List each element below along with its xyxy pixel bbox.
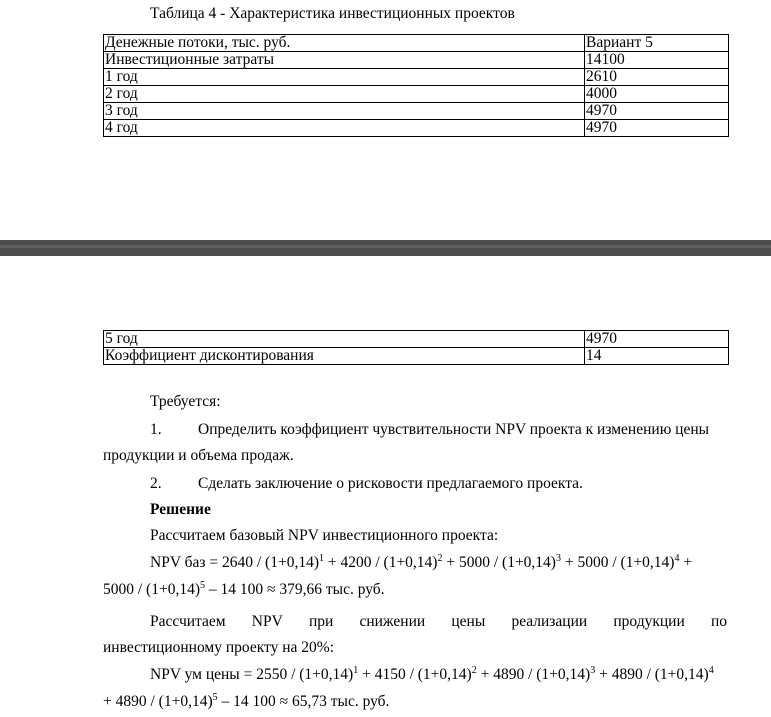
formula-text: + 4200 / (1+0,14) xyxy=(323,554,438,571)
formula-text: NPV ум цены = 2550 / (1+0,14) xyxy=(150,666,354,683)
required-heading: Требуется: xyxy=(150,393,221,410)
exponent: 5 xyxy=(200,580,205,591)
word: NPV xyxy=(251,613,283,630)
table-row xyxy=(104,52,729,69)
word: реализации xyxy=(511,613,588,630)
formula-text: + 4150 / (1+0,14) xyxy=(358,666,472,683)
row-label: 1 год xyxy=(104,69,585,86)
header-cell-variant: Вариант 5 xyxy=(585,35,729,52)
exponent: 1 xyxy=(353,665,359,676)
cash-flow-table-part-2 xyxy=(103,330,729,365)
cash-flow-table-part-1 xyxy=(103,34,729,137)
row-label: 3 год xyxy=(104,103,585,120)
row-value: 4970 xyxy=(585,103,729,120)
task-text-line-2: продукции и объема продаж. xyxy=(103,447,294,464)
table-row xyxy=(104,120,729,137)
word: снижении xyxy=(359,613,426,630)
exponent: 3 xyxy=(590,665,596,676)
exponent: 4 xyxy=(674,553,680,564)
row-value: 14100 xyxy=(585,52,729,69)
exponent: 1 xyxy=(318,553,324,564)
base-npv-formula-line-1 xyxy=(150,553,692,573)
base-npv-formula-line-2 xyxy=(103,580,385,600)
price-npv-intro-line-1 xyxy=(150,612,727,632)
row-value: 2610 xyxy=(585,69,729,86)
table-header-row xyxy=(104,35,729,52)
page-separator xyxy=(0,240,771,256)
table-caption: Таблица 4 - Характеристика инвестиционных проектов xyxy=(150,5,515,22)
task-text-line-1: Определить коэффициент чувствительности NPV проекта к изменению цены xyxy=(198,421,710,438)
row-label: 4 год xyxy=(104,120,585,137)
table-row xyxy=(104,348,729,365)
formula-text: – 14 100 ≈ 379,66 тыс. руб. xyxy=(205,581,385,598)
task-text: Сделать заключение о рисковости предлагаемого проекта. xyxy=(198,475,583,492)
row-label: Коэффициент дисконтирования xyxy=(104,348,585,365)
task-number: 1. xyxy=(150,421,162,438)
formula-text: + 4890 / (1+0,14) xyxy=(103,693,213,710)
formula-text: NPV баз = 2640 / (1+0,14) xyxy=(150,554,319,571)
row-value: 4000 xyxy=(585,86,729,103)
formula-text: + 5000 / (1+0,14) xyxy=(560,554,675,571)
row-label: 5 год xyxy=(104,331,585,348)
word: Рассчитаем xyxy=(150,613,226,630)
table-row xyxy=(104,103,729,120)
word: продукции xyxy=(613,613,685,630)
formula-text: + xyxy=(679,554,693,571)
price-npv-formula-line-1 xyxy=(150,665,714,685)
exponent: 2 xyxy=(437,553,443,564)
row-label: 2 год xyxy=(104,86,585,103)
document-page-top xyxy=(0,0,771,240)
row-value: 14 xyxy=(585,348,729,365)
base-npv-intro: Рассчитаем базовый NPV инвестиционного проекта: xyxy=(150,527,499,544)
header-cell-cash-flows: Денежные потоки, тыс. руб. xyxy=(104,35,585,52)
word: цены xyxy=(451,613,486,630)
word: по xyxy=(710,613,727,630)
solution-heading: Решение xyxy=(150,501,211,518)
row-value: 4970 xyxy=(585,120,729,137)
price-npv-intro-line-2: инвестиционному проекту на 20%: xyxy=(103,639,335,656)
formula-text: + 5000 / (1+0,14) xyxy=(442,554,556,571)
exponent: 4 xyxy=(708,665,714,676)
row-label: Инвестиционные затраты xyxy=(104,52,585,69)
price-npv-formula-line-2 xyxy=(103,692,389,712)
exponent: 5 xyxy=(212,692,218,703)
formula-text: + 4890 / (1+0,14) xyxy=(476,666,591,683)
task-number: 2. xyxy=(150,475,162,492)
row-value: 4970 xyxy=(585,331,729,348)
formula-text: 5000 / (1+0,14) xyxy=(103,581,200,598)
table-row xyxy=(104,69,729,86)
formula-text: + 4890 / (1+0,14) xyxy=(595,666,709,683)
table-row xyxy=(104,331,729,348)
exponent: 2 xyxy=(471,665,477,676)
table-row xyxy=(104,86,729,103)
formula-text: – 14 100 ≈ 65,73 тыс. руб. xyxy=(217,693,390,710)
exponent: 3 xyxy=(555,553,561,564)
word: при xyxy=(308,613,334,630)
